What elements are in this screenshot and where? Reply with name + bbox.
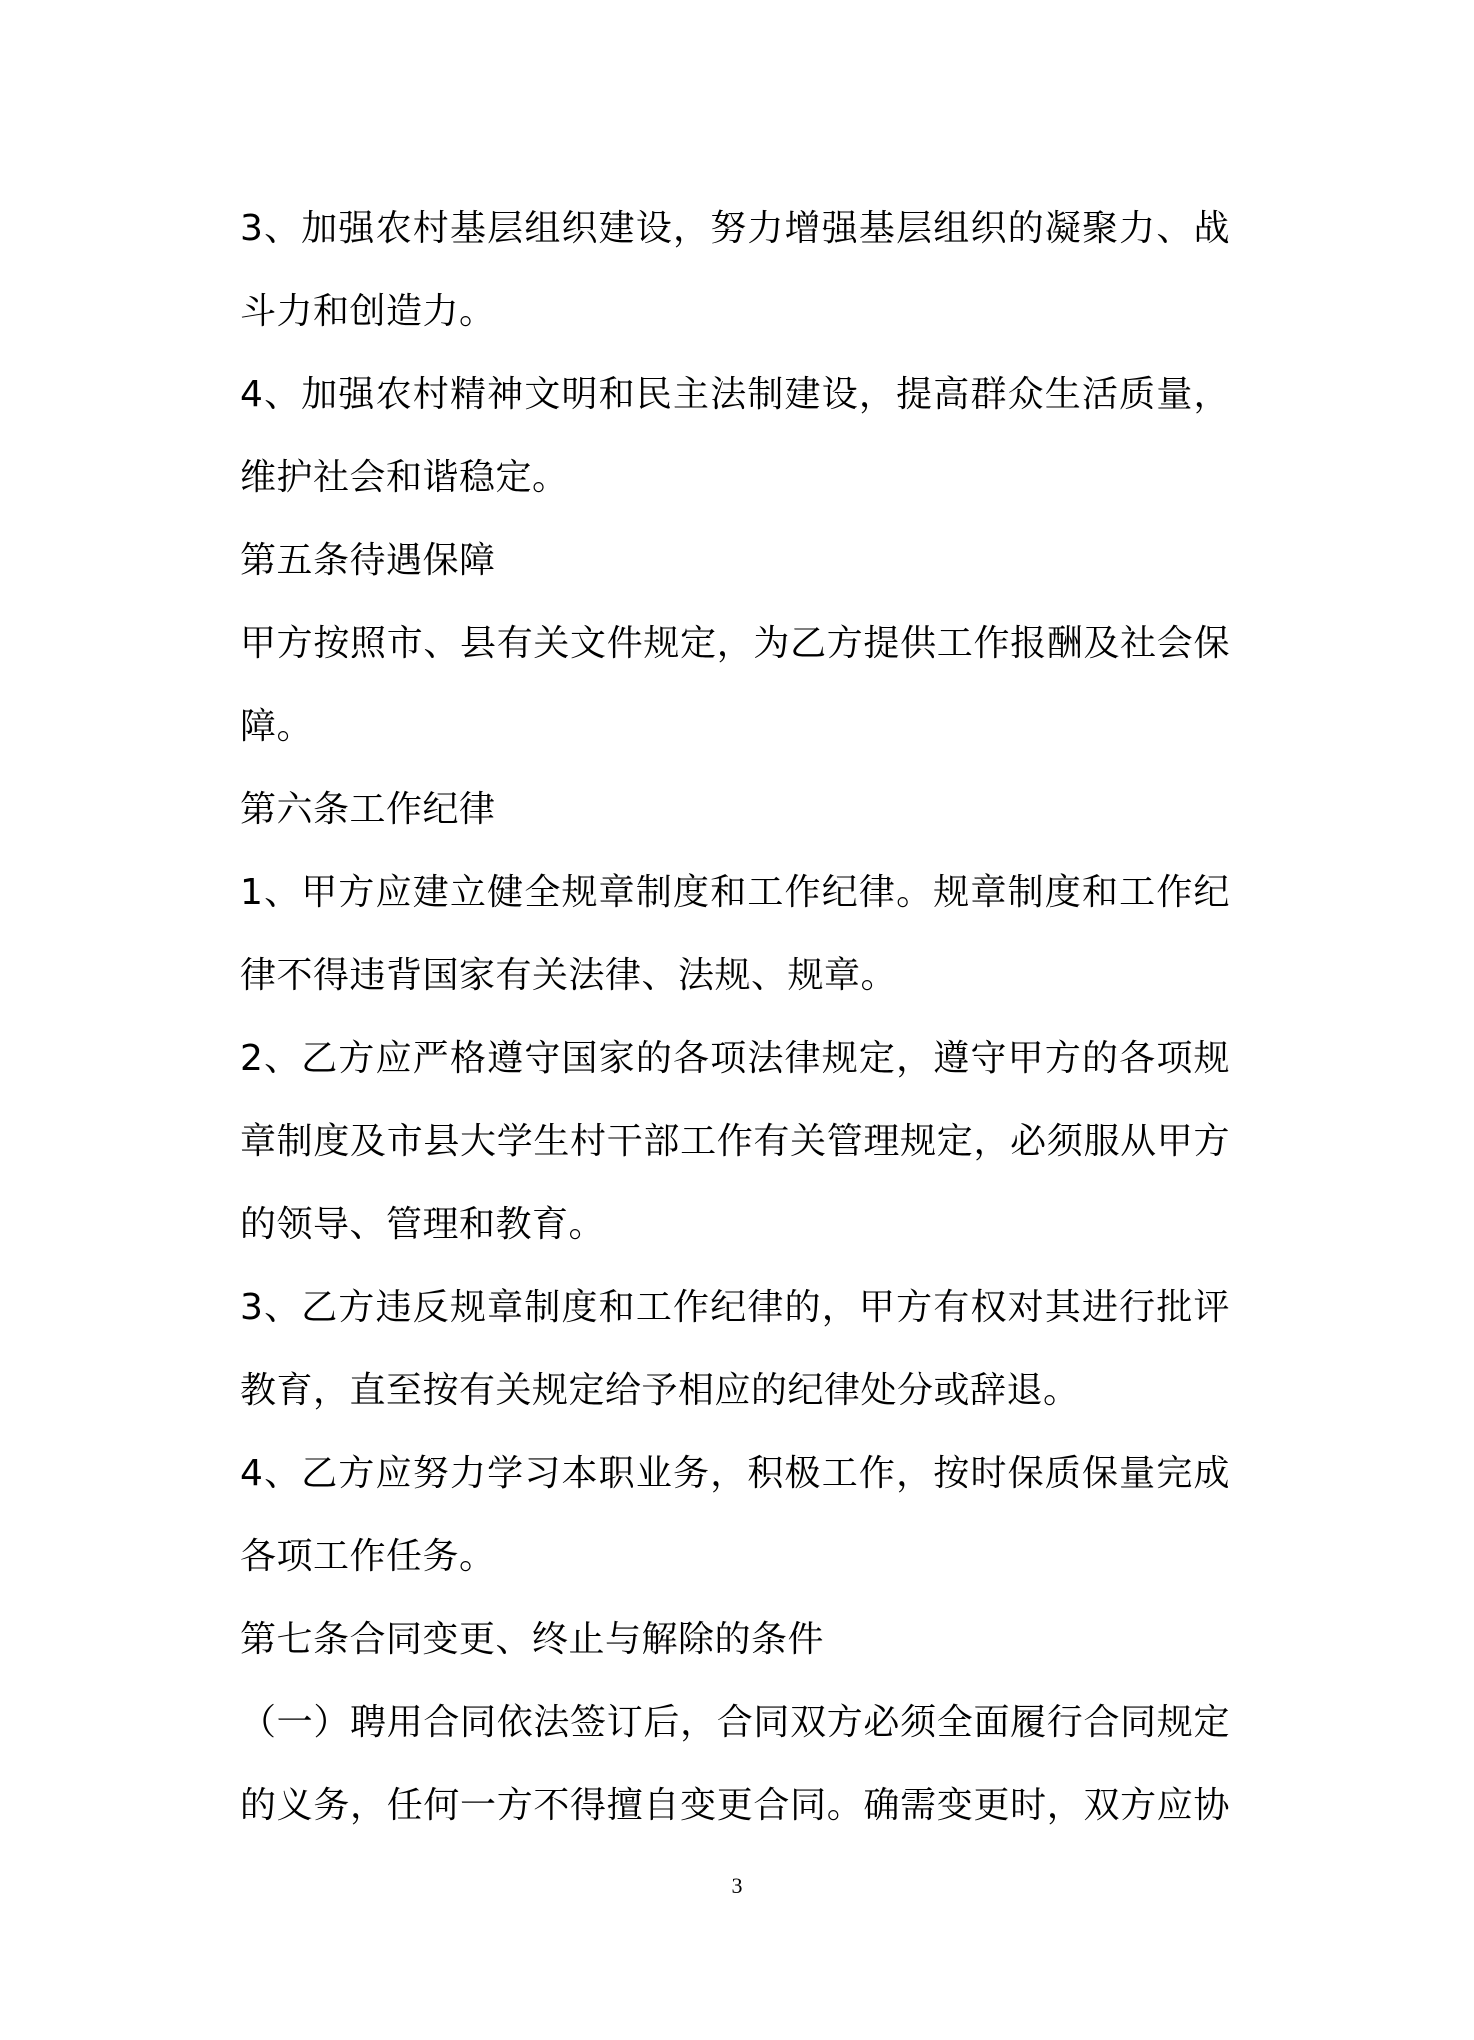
text-line: 2、乙方应严格遵守国家的各项法律规定，遵守甲方的各项规 (240, 1038, 1230, 1079)
section-heading: 第六条工作纪律 (240, 789, 496, 830)
text-line: （一）聘用合同依法签订后，合同双方必须全面履行合同规定 (240, 1702, 1230, 1743)
text-line: 教育，直至按有关规定给予相应的纪律处分或辞退。 (240, 1370, 1080, 1411)
page-number: 3 (731, 1873, 743, 1898)
text-line: 各项工作任务。 (240, 1536, 496, 1577)
text-line: 障。 (240, 706, 314, 747)
text-line: 斗力和创造力。 (240, 291, 496, 332)
text-line: 3、加强农村基层组织建设，努力增强基层组织的凝聚力、战 (240, 208, 1230, 249)
text-line: 甲方按照市、县有关文件规定，为乙方提供工作报酬及社会保 (240, 623, 1230, 664)
text-line: 律不得违背国家有关法律、法规、规章。 (240, 955, 898, 996)
section-heading: 第七条合同变更、终止与解除的条件 (240, 1619, 825, 1660)
text-line: 维护社会和谐稳定。 (240, 457, 569, 498)
text-line: 章制度及市县大学生村干部工作有关管理规定，必须服从甲方 (240, 1121, 1230, 1162)
section-heading: 第五条待遇保障 (240, 540, 496, 581)
text-line: 4、乙方应努力学习本职业务，积极工作，按时保质保量完成 (240, 1453, 1230, 1494)
text-line: 4、加强农村精神文明和民主法制建设，提高群众生活质量， (240, 374, 1230, 415)
text-line: 3、乙方违反规章制度和工作纪律的，甲方有权对其进行批评 (240, 1287, 1230, 1328)
text-line: 1、甲方应建立健全规章制度和工作纪律。规章制度和工作纪 (240, 872, 1230, 913)
text-line: 的领导、管理和教育。 (240, 1204, 606, 1245)
text-line: 的义务，任何一方不得擅自变更合同。确需变更时，双方应协 (240, 1785, 1230, 1826)
